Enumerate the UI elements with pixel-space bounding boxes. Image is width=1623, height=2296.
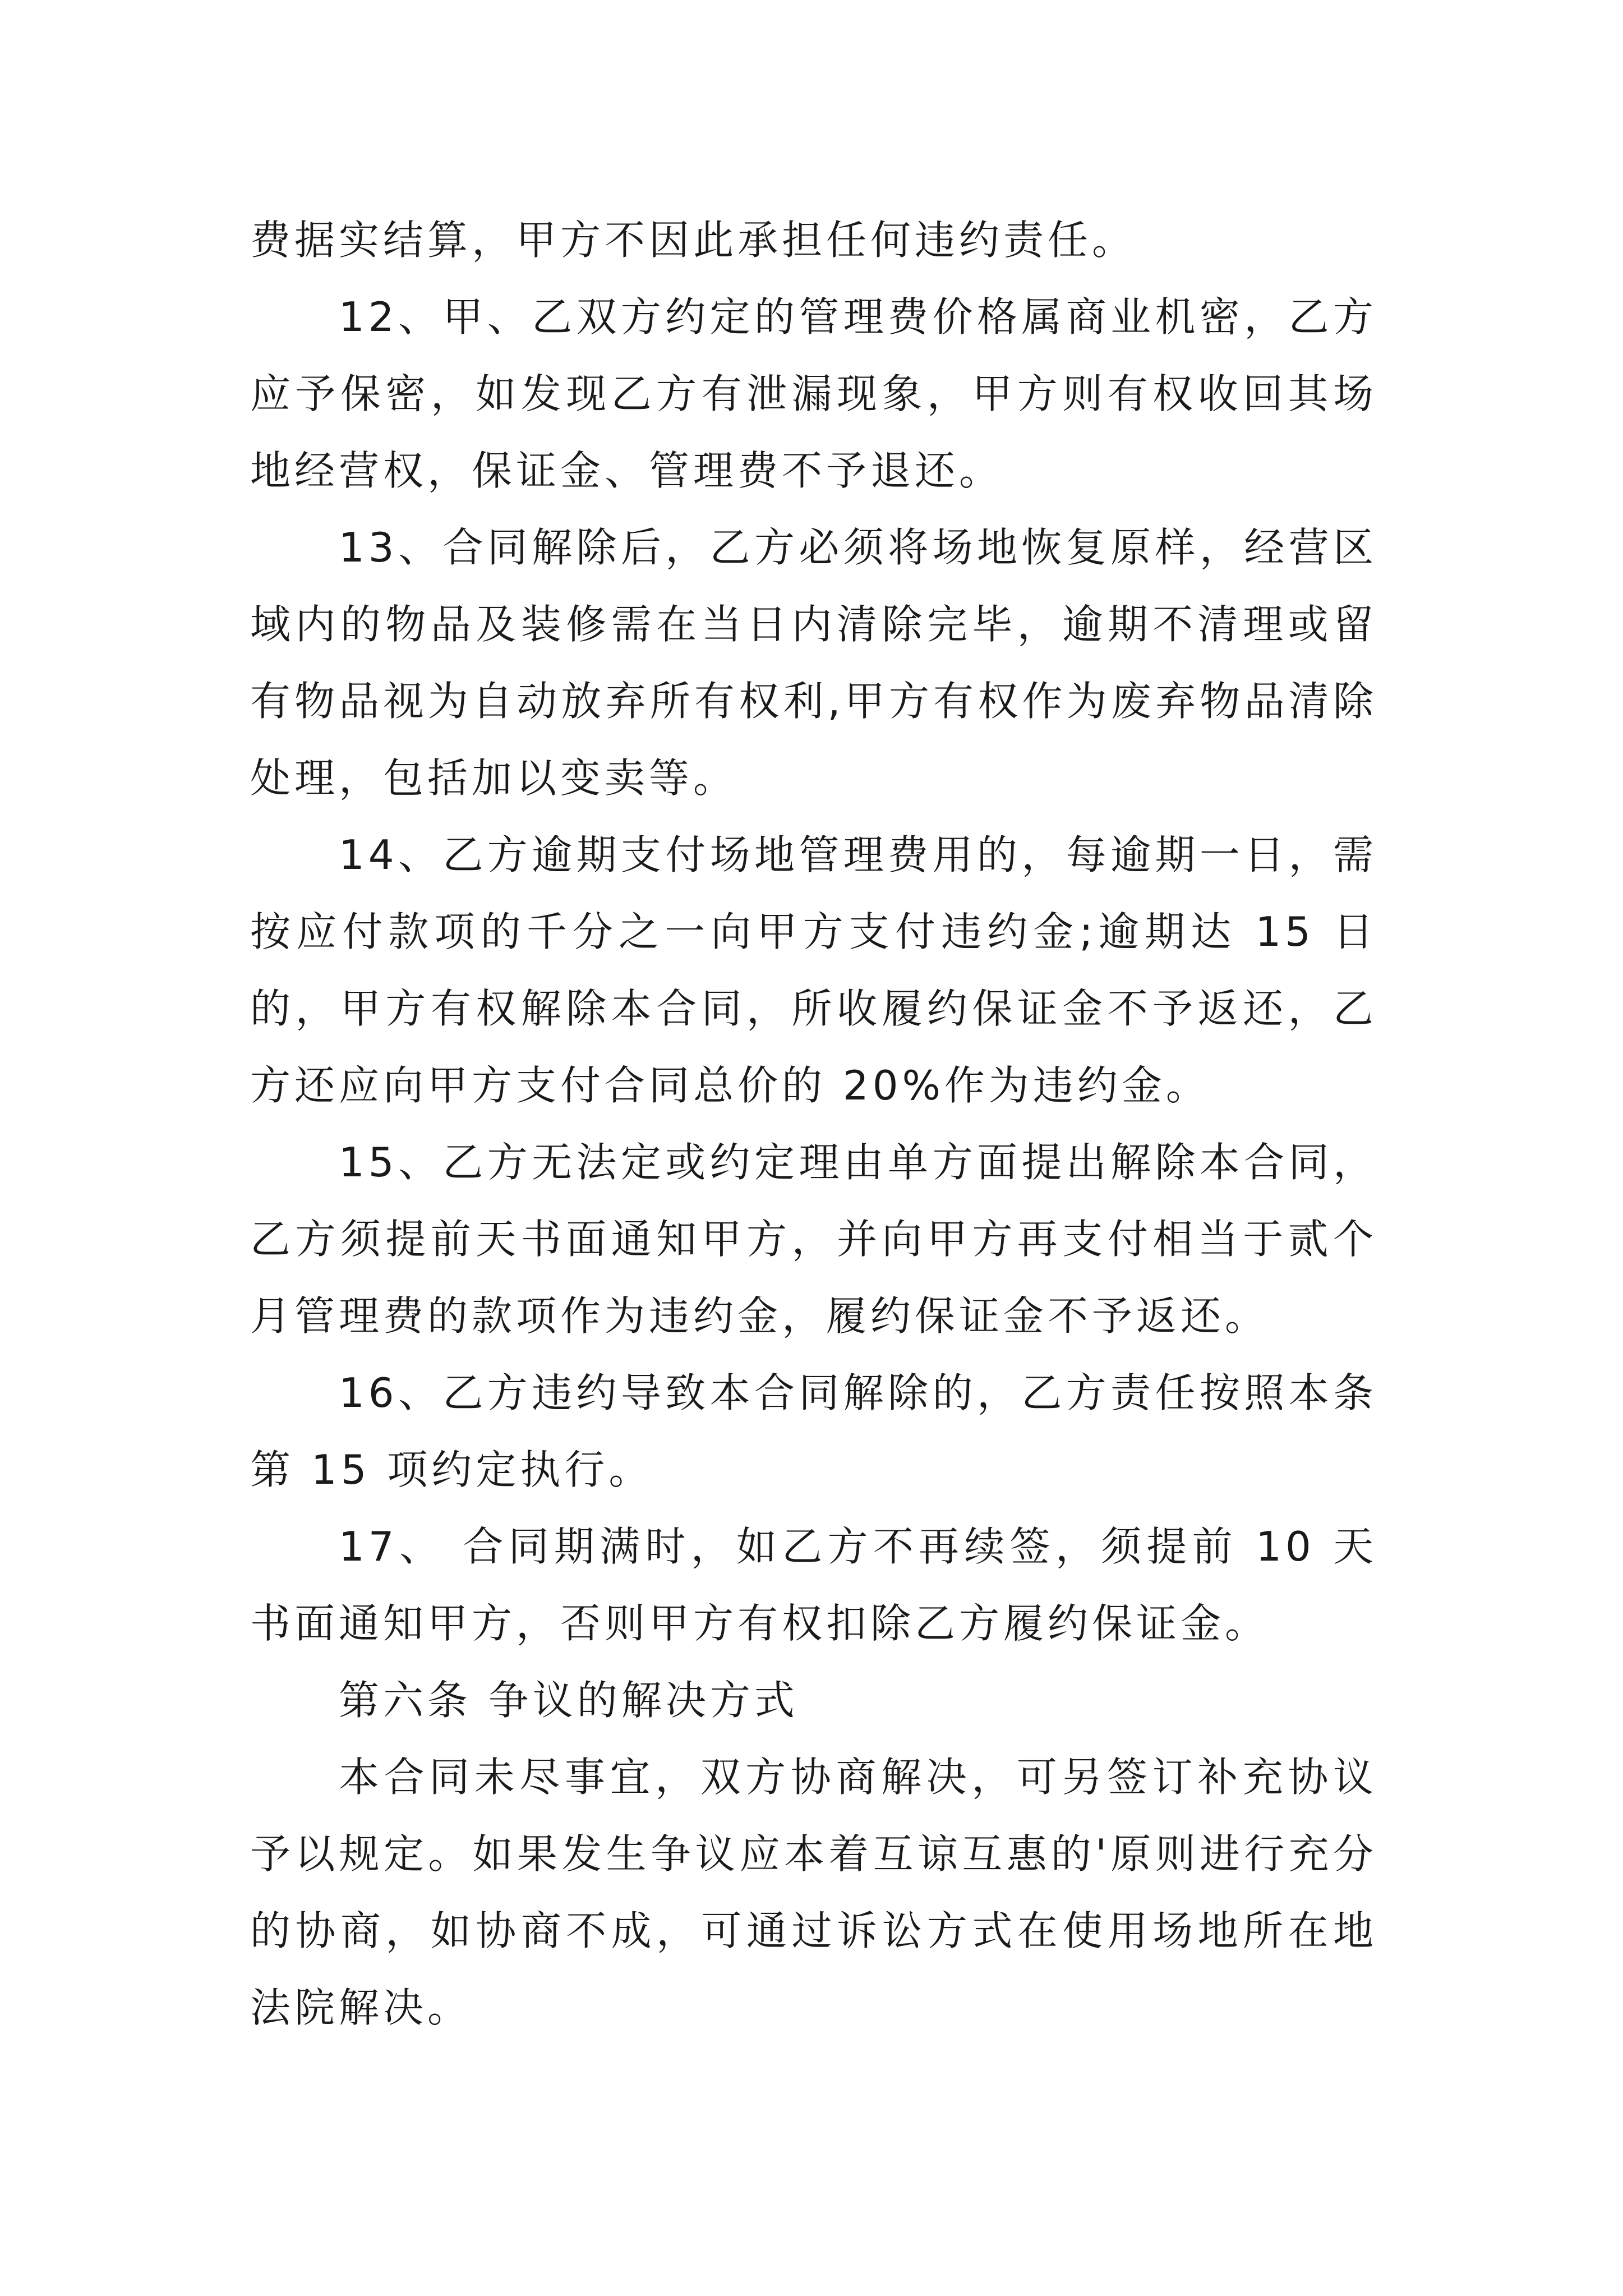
paragraph-clause-16: 16、乙方违约导致本合同解除的，乙方责任按照本条第 15 项约定执行。 [250, 1369, 1377, 1493]
paragraph-clause-13: 13、合同解除后，乙方必须将场地恢复原样，经营区域内的物品及装修需在当日内清除完毕，逾期不清理或留有物品视为自动放弃所有权利,甲方有权作为废弃物品清除处理，包括加以变卖等。 [250, 524, 1377, 802]
paragraph-clause-17: 17、 合同期满时，如乙方不再续签，须提前 10 天书面通知甲方，否则甲方有权扣除乙方履约保证金。 [250, 1523, 1377, 1647]
paragraph-clause-15: 15、乙方无法定或约定理由单方面提出解除本合同，乙方须提前天书面通知甲方，并向甲方再支付相当于贰个月管理费的款项作为违约金，履约保证金不予返还。 [250, 1139, 1377, 1340]
paragraph-dispute-resolution: 本合同未尽事宜，双方协商解决，可另签订补充协议予以规定。如果发生争议应本着互谅互惠的'原则进行充分的协商，如协商不成，可通过诉讼方式在使用场地所在地法院解决。 [250, 1754, 1377, 2031]
paragraph-clause-14: 14、乙方逾期支付场地管理费用的，每逾期一日，需按应付款项的千分之一向甲方支付违约金;逾期达 15 日的，甲方有权解除本合同，所收履约保证金不予返还，乙方还应向甲方支付合同总价的 20%作为违约金。 [250, 831, 1377, 1109]
document-body [250, 202, 1377, 2046]
paragraph-clause-12: 12、甲、乙双方约定的管理费价格属商业机密，乙方应予保密，如发现乙方有泄漏现象，甲方则有权收回其场地经营权，保证金、管理费不予退还。 [250, 293, 1377, 494]
paragraph-settlement: 费据实结算，甲方不因此承担任何违约责任。 [250, 217, 1137, 264]
section-heading-article-6: 第六条 争议的解决方式 [339, 1677, 799, 1724]
